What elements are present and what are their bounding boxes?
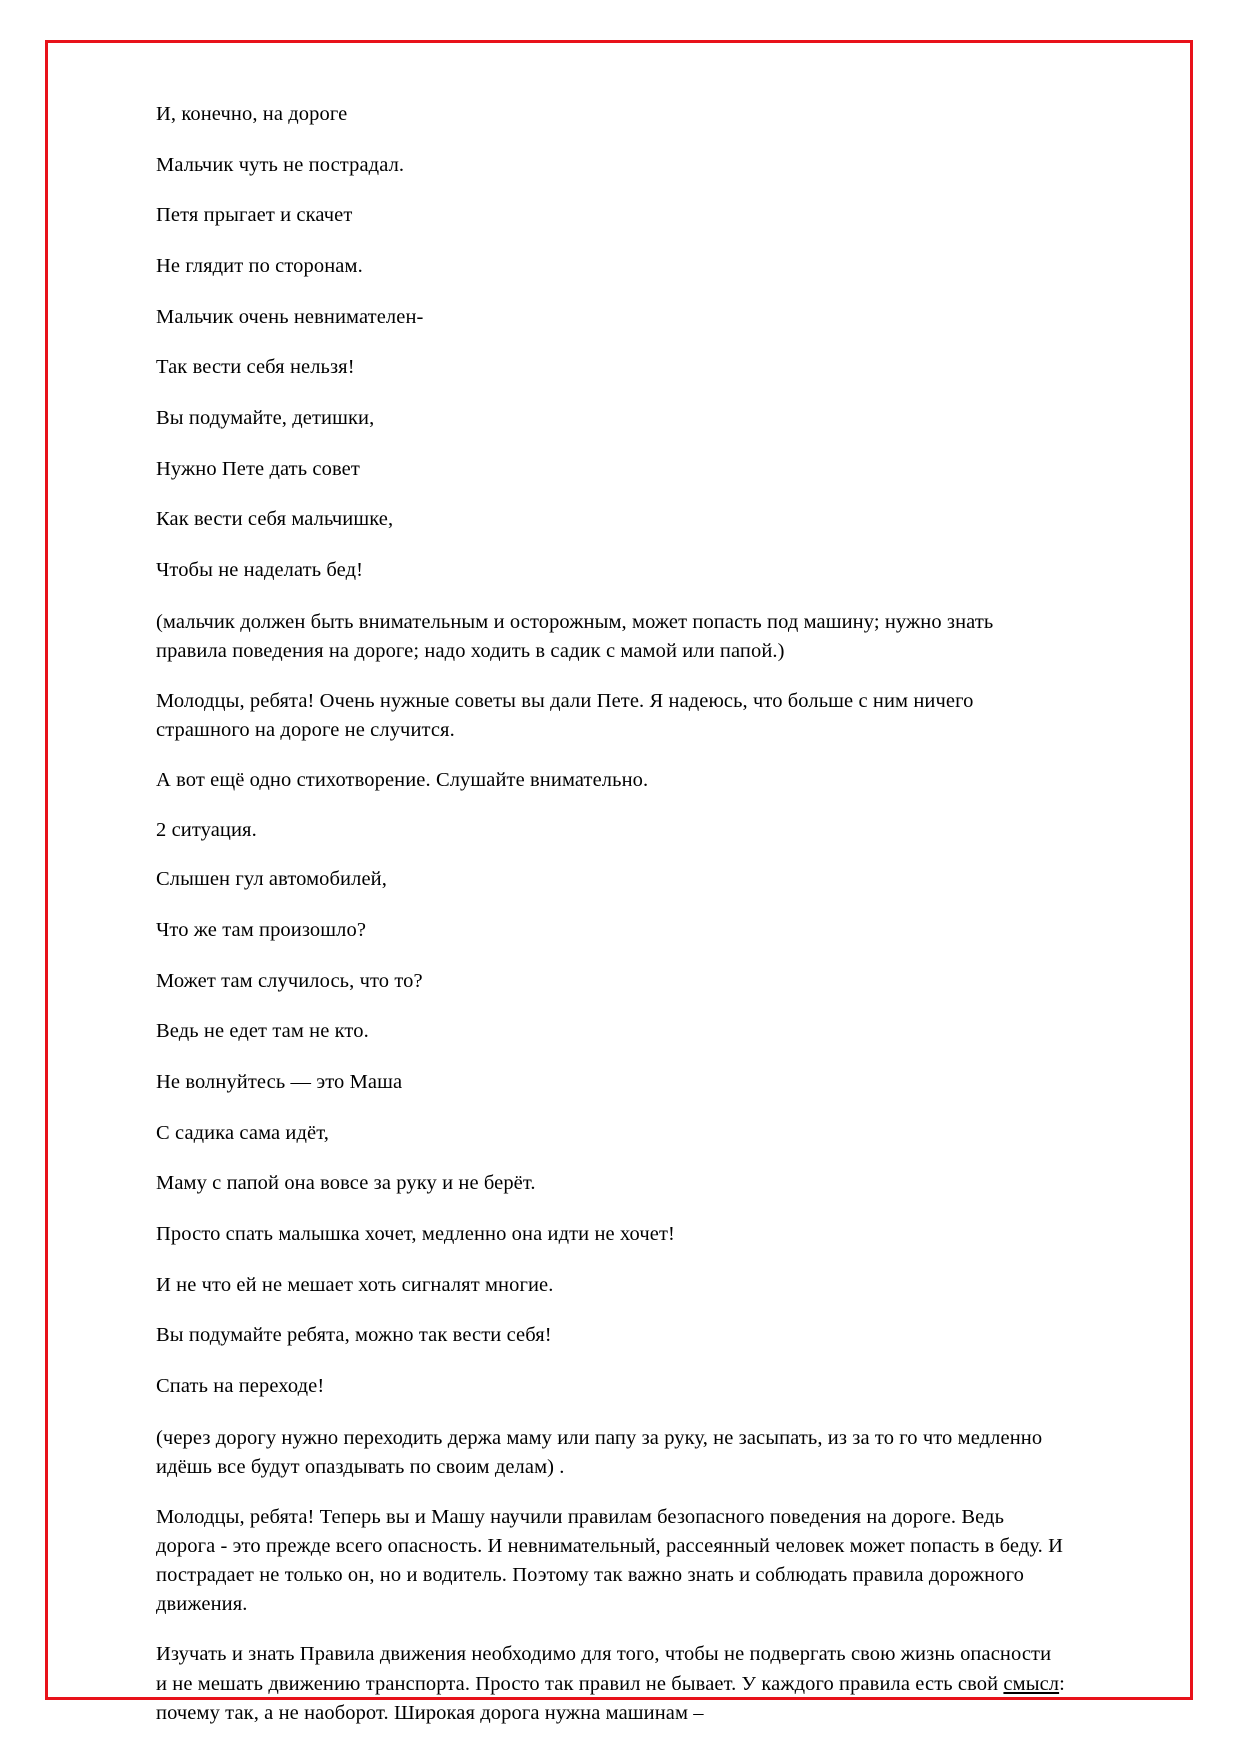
poem-line: Не волнуйтесь — это Маша — [156, 1071, 403, 1094]
poem-line: Не глядит по сторонам. — [156, 255, 363, 278]
poem-line: Нужно Пете дать совет — [156, 457, 360, 480]
poem-line: Мальчик чуть не пострадал. — [156, 153, 405, 176]
closing-emphasis: смысл — [1003, 1672, 1060, 1695]
poem-line: Может там случилось, что то? — [156, 969, 423, 992]
poem-line: Спать на переходе! — [156, 1375, 325, 1398]
poem-line: И, конечно, на дороге — [156, 103, 348, 125]
answer-note-1: (мальчик должен быть внимательным и осторожным, может попасть под машину; нужно знать правила поведения на дороге; надо ходить в садик с мамой или папой.) — [156, 610, 994, 662]
poem-line: Вы подумайте, детишки, — [156, 407, 375, 430]
poem-line: Чтобы не наделать бед! — [156, 559, 364, 582]
document-body — [156, 101, 1066, 1728]
poem-line: Маму с папой она вовсе за руку и не берёт. — [156, 1172, 536, 1195]
poem-line: Мальчик очень невнимателен- — [156, 305, 424, 328]
poem-line: И не что ей не мешает хоть сигналят многие. — [156, 1273, 554, 1296]
second-poem-intro: А вот ещё одно стихотворение. Слушайте внимательно. — [156, 769, 649, 792]
poem-line: Вы подумайте ребята, можно так вести себя! — [156, 1324, 552, 1347]
situation-2-heading: 2 ситуация. — [156, 819, 257, 842]
poem-line: Так вести себя нельзя! — [156, 356, 355, 379]
poem-line: Что же там произошло? — [156, 919, 367, 942]
poem-line: С садика сама идёт, — [156, 1121, 329, 1144]
poem-line: Петя прыгает и скачет — [156, 204, 353, 227]
teacher-praise-1: Молодцы, ребята! Очень нужные советы вы дали Пете. Я надеюсь, что больше с ним ничего страшного на дороге не случится. — [156, 689, 974, 742]
poem-line: Просто спать малышка хочет, медленно она идти не хочет! — [156, 1223, 675, 1246]
answer-note-2: (через дорогу нужно переходить держа маму или папу за руку, не засыпать, из за то го что медленно идёшь все будут опаздывать по своим делам) . — [156, 1426, 1043, 1478]
document-page — [45, 40, 1193, 1724]
teacher-praise-2: Молодцы, ребята! Теперь вы и Машу научили правилам безопасного поведения на дороге. Ведь дорога - это прежде всего опасность. И невнимательный, рассеянный человек может попасть в беду. И пострадает не только он, но и водитель. Поэтому так важно знать и соблюдать правила дорожного движения. — [156, 1505, 1064, 1616]
poem-line: Слышен гул автомобилей, — [156, 868, 387, 891]
poem-line: Как вести себя мальчишке, — [156, 508, 394, 531]
closing-text-part-2: : почему так, а не наоборот. Широкая дорога нужна машинам – — [156, 1672, 1065, 1724]
closing-paragraph — [156, 1640, 1066, 1727]
poem-line: Ведь не едет там не кто. — [156, 1020, 369, 1043]
closing-text-part-1: Изучать и знать Правила движения необходимо для того, чтобы не подвергать свою жизнь опасности и не мешать движению транспорта. Просто так правил не бывает. У каждого правила есть свой — [156, 1643, 1052, 1695]
